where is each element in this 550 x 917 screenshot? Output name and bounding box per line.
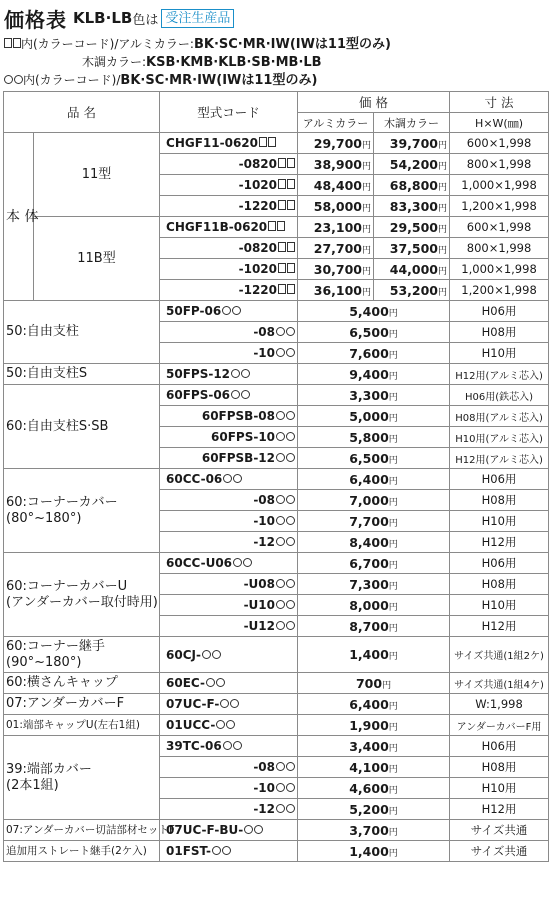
size-value: 1,000×1,998 — [450, 175, 549, 196]
price-common: 5,800円 — [298, 427, 450, 448]
model-code: -08 — [160, 490, 298, 511]
size-value: アンダーカバーF用 — [450, 715, 549, 736]
part-name: 60:横さんキャップ — [4, 673, 160, 694]
price-wood: 39,700円 — [374, 133, 450, 154]
model-code: -0820 — [160, 154, 298, 175]
price-common: 8,700円 — [298, 616, 450, 637]
circle-code-icon — [241, 369, 250, 378]
size-value: H06用 — [450, 301, 549, 322]
circle-code-icon — [286, 579, 295, 588]
price-common: 8,000円 — [298, 595, 450, 616]
square-code-icon — [268, 221, 276, 231]
circle-code-icon — [286, 804, 295, 813]
size-value: H10用(アルミ芯入) — [450, 427, 549, 448]
size-value: H08用 — [450, 757, 549, 778]
size-value: H10用 — [450, 343, 549, 364]
price-common: 4,600円 — [298, 778, 450, 799]
circle-code-icon — [286, 783, 295, 792]
model-code: -08 — [160, 322, 298, 343]
price-common: 3,300円 — [298, 385, 450, 406]
price-wood: 53,200円 — [374, 280, 450, 301]
size-value: 1,000×1,998 — [450, 259, 549, 280]
circle-code-icon — [286, 516, 295, 525]
square-code-icon — [277, 221, 285, 231]
model-code: 07UC-F-BU- — [160, 820, 298, 841]
price-common: 7,000円 — [298, 490, 450, 511]
model-code: -0820 — [160, 238, 298, 259]
size-value: 1,200×1,998 — [450, 280, 549, 301]
price-common: 5,000円 — [298, 406, 450, 427]
body-label: 本 体 — [4, 133, 34, 301]
circle-code-icon — [223, 474, 232, 483]
column-size-unit: H×W(㎜) — [450, 113, 549, 133]
circle-code-icon — [212, 846, 221, 855]
part-name: 01:端部キャップU(左右1組) — [4, 715, 160, 736]
price-wood: 54,200円 — [374, 154, 450, 175]
circle-code-icon — [286, 621, 295, 630]
model-code: -U08 — [160, 574, 298, 595]
circle-code-icon — [231, 369, 240, 378]
price-common: 6,400円 — [298, 469, 450, 490]
table-row — [4, 736, 549, 757]
model-code: 60FPS-06 — [160, 385, 298, 406]
square-code-icon — [278, 284, 286, 294]
price-common: 6,500円 — [298, 448, 450, 469]
table-row — [4, 694, 549, 715]
circle-code-icon — [286, 495, 295, 504]
color-note-wood: 木調カラー:KSB·KMB·KLB·SB·MB·LB — [82, 55, 322, 70]
page-header — [4, 3, 234, 33]
square-code-icon — [13, 38, 21, 48]
circle-code-icon — [286, 348, 295, 357]
model-code: -10 — [160, 511, 298, 532]
circle-code-icon — [233, 474, 242, 483]
model-code: -1020 — [160, 175, 298, 196]
model-code: -U10 — [160, 595, 298, 616]
circle-code-icon — [286, 600, 295, 609]
circle-code-icon — [286, 411, 295, 420]
table-row — [4, 553, 549, 574]
product-name: 11B型 — [34, 217, 160, 301]
circle-code-icon — [243, 558, 252, 567]
size-value: H12用 — [450, 616, 549, 637]
table-row — [4, 841, 549, 862]
part-name: 60:コーナー継手 (90°~180°) — [4, 637, 160, 673]
price-wood: 37,500円 — [374, 238, 450, 259]
price-common: 5,200円 — [298, 799, 450, 820]
size-value: サイズ共通 — [450, 820, 549, 841]
price-wood: 83,300円 — [374, 196, 450, 217]
square-code-icon — [287, 158, 295, 168]
size-value: 800×1,998 — [450, 238, 549, 259]
size-value: H12用(アルミ芯入) — [450, 364, 549, 385]
square-code-icon — [278, 242, 286, 252]
model-code: -10 — [160, 343, 298, 364]
circle-code-icon — [231, 390, 240, 399]
part-name: 60:コーナーカバーU (アンダーカバー取付時用) — [4, 553, 160, 637]
part-name: 39:端部カバー (2本1組) — [4, 736, 160, 820]
circle-code-icon — [286, 537, 295, 546]
circle-code-icon — [286, 453, 295, 462]
size-value: サイズ共通 — [450, 841, 549, 862]
price-common: 4,100円 — [298, 757, 450, 778]
circle-code-icon — [276, 327, 285, 336]
model-code: -10 — [160, 778, 298, 799]
column-price: 価 格 — [298, 92, 450, 113]
price-wood: 68,800円 — [374, 175, 450, 196]
price-common: 7,700円 — [298, 511, 450, 532]
price-common: 700円 — [298, 673, 450, 694]
price-table-body — [4, 133, 549, 862]
size-value: W:1,998 — [450, 694, 549, 715]
square-code-icon — [278, 179, 286, 189]
circle-code-icon — [232, 306, 241, 315]
circle-code-icon — [286, 432, 295, 441]
size-value: 800×1,998 — [450, 154, 549, 175]
size-value: 600×1,998 — [450, 217, 549, 238]
model-code: -08 — [160, 757, 298, 778]
price-common: 6,500円 — [298, 322, 450, 343]
price-common: 5,400円 — [298, 301, 450, 322]
price-aluminum: 36,100円 — [298, 280, 374, 301]
model-code: 60FPSB-12 — [160, 448, 298, 469]
part-name: 50:自由支柱 — [4, 301, 160, 364]
table-row — [4, 673, 549, 694]
circle-code-icon — [276, 762, 285, 771]
circle-code-icon — [276, 783, 285, 792]
size-value: サイズ共通(1組2ケ) — [450, 637, 549, 673]
model-code: -1020 — [160, 259, 298, 280]
table-row — [4, 637, 549, 673]
model-code: 01FST- — [160, 841, 298, 862]
size-value: H06用 — [450, 553, 549, 574]
model-code: 60CC-U06 — [160, 553, 298, 574]
square-code-icon — [259, 137, 267, 147]
circle-code-icon — [14, 75, 23, 84]
model-code: -U12 — [160, 616, 298, 637]
price-common: 7,300円 — [298, 574, 450, 595]
price-aluminum: 30,700円 — [298, 259, 374, 280]
square-code-icon — [278, 158, 286, 168]
circle-code-icon — [276, 411, 285, 420]
circle-code-icon — [222, 846, 231, 855]
price-common: 1,900円 — [298, 715, 450, 736]
square-code-icon — [287, 263, 295, 273]
size-value: サイズ共通(1組4ケ) — [450, 673, 549, 694]
circle-code-icon — [216, 678, 225, 687]
model-code: 60FPSB-08 — [160, 406, 298, 427]
model-code: 39TC-06 — [160, 736, 298, 757]
price-aluminum: 23,100円 — [298, 217, 374, 238]
size-value: H12用 — [450, 799, 549, 820]
circle-code-icon — [206, 678, 215, 687]
price-aluminum: 29,700円 — [298, 133, 374, 154]
model-code: CHGF11-0620 — [160, 133, 298, 154]
circle-code-icon — [276, 516, 285, 525]
size-value: H06用(鉄芯入) — [450, 385, 549, 406]
circle-code-icon — [286, 762, 295, 771]
price-common: 1,400円 — [298, 637, 450, 673]
table-row — [4, 385, 549, 406]
circle-code-icon — [241, 390, 250, 399]
size-value: H06用 — [450, 736, 549, 757]
square-code-icon — [287, 242, 295, 252]
color-note-body: 内(カラーコード)/アルミカラー:BK·SC·MR·IW(IWは11型のみ) — [3, 35, 391, 53]
size-value: H08用 — [450, 322, 549, 343]
price-aluminum: 38,900円 — [298, 154, 374, 175]
square-code-icon — [278, 200, 286, 210]
square-code-icon — [4, 38, 12, 48]
size-value: 600×1,998 — [450, 133, 549, 154]
model-code: 60EC- — [160, 673, 298, 694]
price-aluminum: 48,400円 — [298, 175, 374, 196]
price-common: 3,400円 — [298, 736, 450, 757]
size-value: H10用 — [450, 511, 549, 532]
circle-code-icon — [233, 741, 242, 750]
circle-code-icon — [276, 621, 285, 630]
size-value: 1,200×1,998 — [450, 196, 549, 217]
circle-code-icon — [223, 741, 232, 750]
part-name: 07:アンダーカバー切詰部材セットF — [4, 820, 160, 841]
model-code: 50FPS-12 — [160, 364, 298, 385]
column-aluminum: アルミカラー — [298, 113, 374, 133]
circle-code-icon — [220, 699, 229, 708]
circle-code-icon — [233, 558, 242, 567]
price-common: 3,700円 — [298, 820, 450, 841]
column-size: 寸 法 — [450, 92, 549, 113]
circle-code-icon — [276, 537, 285, 546]
price-common: 8,400円 — [298, 532, 450, 553]
size-value: H08用 — [450, 490, 549, 511]
circle-code-icon — [276, 453, 285, 462]
price-wood: 44,000円 — [374, 259, 450, 280]
page-title: 価格表 — [4, 7, 67, 32]
circle-code-icon — [276, 432, 285, 441]
table-row — [4, 133, 549, 154]
model-code: 50FP-06 — [160, 301, 298, 322]
model-code: CHGF11B-0620 — [160, 217, 298, 238]
table-row — [4, 301, 549, 322]
square-code-icon — [287, 200, 295, 210]
size-value: H06用 — [450, 469, 549, 490]
table-row — [4, 469, 549, 490]
square-code-icon — [287, 179, 295, 189]
size-value: H08用(アルミ芯入) — [450, 406, 549, 427]
part-name: 07:アンダーカバーF — [4, 694, 160, 715]
made-to-order-badge: 受注生産品 — [161, 9, 234, 28]
circle-code-icon — [276, 804, 285, 813]
circle-code-icon — [212, 650, 221, 659]
color-note-parts: 内(カラーコード)/BK·SC·MR·IW(IWは11型のみ) — [3, 71, 317, 89]
price-common: 1,400円 — [298, 841, 450, 862]
square-code-icon — [287, 284, 295, 294]
circle-code-icon — [254, 825, 263, 834]
size-value: H12用(アルミ芯入) — [450, 448, 549, 469]
price-common: 6,700円 — [298, 553, 450, 574]
square-code-icon — [278, 263, 286, 273]
part-name: 60:コーナーカバー (80°~180°) — [4, 469, 160, 553]
price-aluminum: 58,000円 — [298, 196, 374, 217]
circle-code-icon — [276, 600, 285, 609]
circle-code-icon — [230, 699, 239, 708]
table-row — [4, 217, 549, 238]
part-name: 50:自由支柱S — [4, 364, 160, 385]
model-code: 01UCC- — [160, 715, 298, 736]
size-value: H10用 — [450, 595, 549, 616]
size-value: H10用 — [450, 778, 549, 799]
price-common: 6,400円 — [298, 694, 450, 715]
model-code: 07UC-F- — [160, 694, 298, 715]
square-code-icon — [268, 137, 276, 147]
column-name: 品 名 — [4, 92, 160, 133]
model-label: KLB·LB — [73, 9, 133, 27]
circle-code-icon — [222, 306, 231, 315]
size-value: H12用 — [450, 532, 549, 553]
model-code: 60CC-06 — [160, 469, 298, 490]
circle-code-icon — [244, 825, 253, 834]
table-row — [4, 715, 549, 736]
column-code: 型式コード — [160, 92, 298, 133]
circle-code-icon — [4, 75, 13, 84]
model-code: 60CJ- — [160, 637, 298, 673]
table-row — [4, 364, 549, 385]
circle-code-icon — [276, 495, 285, 504]
part-name: 追加用ストレート継手(2ケ入) — [4, 841, 160, 862]
circle-code-icon — [226, 720, 235, 729]
model-code: 60FPS-10 — [160, 427, 298, 448]
price-wood: 29,500円 — [374, 217, 450, 238]
table-row — [4, 820, 549, 841]
price-table — [3, 91, 549, 862]
model-code: -12 — [160, 799, 298, 820]
circle-code-icon — [276, 348, 285, 357]
model-code: -1220 — [160, 196, 298, 217]
price-aluminum: 27,700円 — [298, 238, 374, 259]
size-value: H08用 — [450, 574, 549, 595]
model-code: -1220 — [160, 280, 298, 301]
circle-code-icon — [286, 327, 295, 336]
circle-code-icon — [202, 650, 211, 659]
circle-code-icon — [276, 579, 285, 588]
column-wood: 木調カラー — [374, 113, 450, 133]
circle-code-icon — [216, 720, 225, 729]
model-suffix: 色は — [132, 12, 159, 28]
price-common: 9,400円 — [298, 364, 450, 385]
product-name: 11型 — [34, 133, 160, 217]
price-common: 7,600円 — [298, 343, 450, 364]
part-name: 60:自由支柱S·SB — [4, 385, 160, 469]
model-code: -12 — [160, 532, 298, 553]
